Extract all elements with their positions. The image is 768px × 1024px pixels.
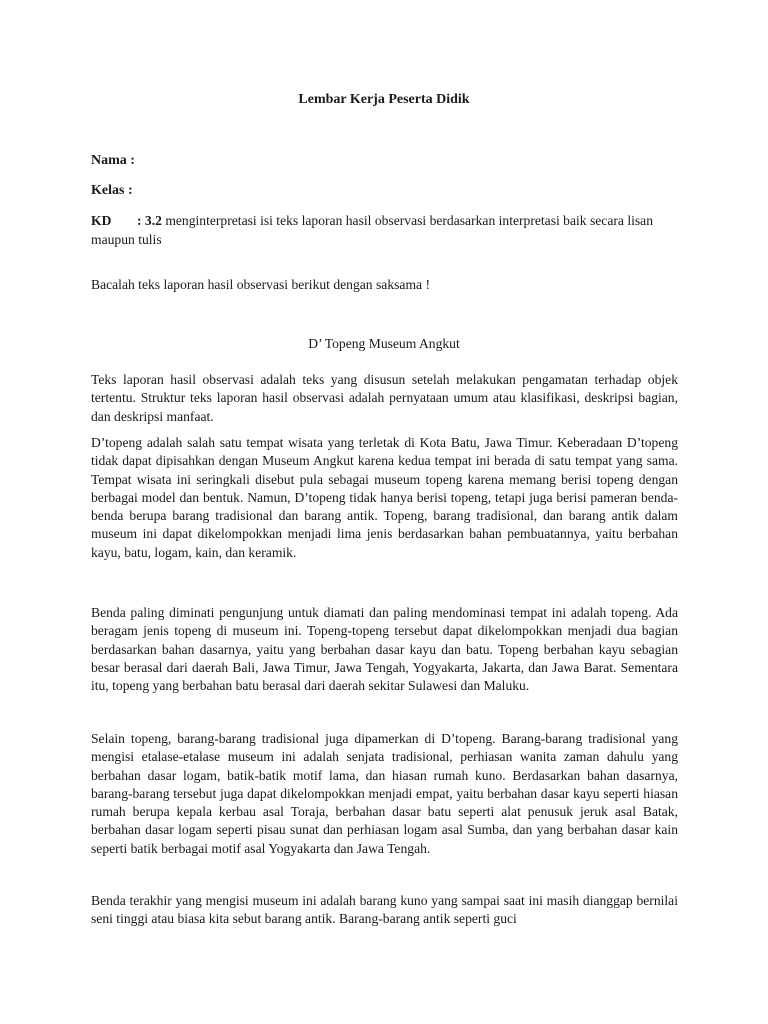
kd-label: KD bbox=[91, 213, 112, 228]
kd-code: : 3.2 bbox=[137, 213, 162, 228]
field-kelas: Kelas : bbox=[91, 183, 133, 198]
field-nama: Nama : bbox=[91, 153, 135, 168]
kd-statement bbox=[91, 211, 681, 249]
document-title: Lembar Kerja Peserta Didik bbox=[298, 92, 470, 107]
instruction-text: Bacalah teks laporan hasil observasi berikut dengan saksama ! bbox=[91, 277, 430, 292]
paragraph-3: Benda paling diminati pengunjung untuk diamati dan paling mendominasi tempat ini adalah topeng. Ada beragam jenis topeng di museum ini. Topeng-topeng tersebut dapat dikelompokkan menjadi dua bagian berdasarkan bahan dasarnya, yaitu yang berbahan dasar kayu dan batu. Topeng berbahan kayu sebagian besar berasal dari daerah Bali, Jawa Timur, Jawa Tengah, Yogyakarta, Jakarta, dan Jawa Barat. Sementara itu, topeng yang berbahan batu berasal dari daerah sekitar Sulawesi dan Maluku. bbox=[91, 605, 678, 694]
paragraph-2: D’topeng adalah salah satu tempat wisata yang terletak di Kota Batu, Jawa Timur. Keberadaan D’topeng tidak dapat dipisahkan dengan Museum Angkut karena kedua tempat ini berada di satu tempat yang sama. Tempat wisata ini seringkali disebut pula sebagai museum topeng karena memang berisi topeng dengan berbagai model dan bentuk. Namun, D’topeng tidak hanya berisi topeng, tetapi juga berisi pameran benda-benda berupa barang tradisional dan barang antik. Topeng, barang tradisional, dan barang antik dalam museum ini dapat dikelompokkan menjadi lima jenis berdasarkan bahan pembuatannya, yaitu berbahan kayu, batu, logam, kain, dan keramik. bbox=[91, 435, 678, 560]
paragraph-1: Teks laporan hasil observasi adalah teks yang disusun setelah melakukan pengamatan terhadap objek tertentu. Struktur teks laporan hasil observasi adalah pernyataan umum atau klasifikasi, deskripsi bagian, dan deskripsi manfaat. bbox=[91, 372, 678, 424]
paragraph-5: Benda terakhir yang mengisi museum ini adalah barang kuno yang sampai saat ini masih dianggap bernilai seni tinggi atau biasa kita sebut barang antik. Barang-barang antik seperti guci bbox=[91, 893, 678, 927]
kd-text: menginterpretasi isi teks laporan hasil observasi berdasarkan interpretasi baik secara lisan maupun tulis bbox=[91, 213, 654, 247]
paragraph-4: Selain topeng, barang-barang tradisional juga dipamerkan di D’topeng. Barang-barang tradisional yang mengisi etalase-etalase museum ini adalah senjata tradisional, perhiasan wanita zaman dahulu yang berbahan dasar logam, batik-batik motif lama, dan hiasan rumah kuno. Berdasarkan bahan dasarnya, barang-barang tersebut juga dapat dikelompokkan menjadi empat, yaitu berbahan dasar kayu seperti hiasan rumah berupa kepala kerbau asal Toraja, berbahan dasar batu seperti alat penusuk jeruk asal Batak, berbahan dasar logam seperti pisau sunat dan perhiasan logam asal Sumba, dan yang berbahan dasar kain seperti batik berbagai motif asal Yogyakarta dan Jawa Tengah. bbox=[91, 731, 678, 856]
report-title: D’ Topeng Museum Angkut bbox=[308, 336, 460, 351]
